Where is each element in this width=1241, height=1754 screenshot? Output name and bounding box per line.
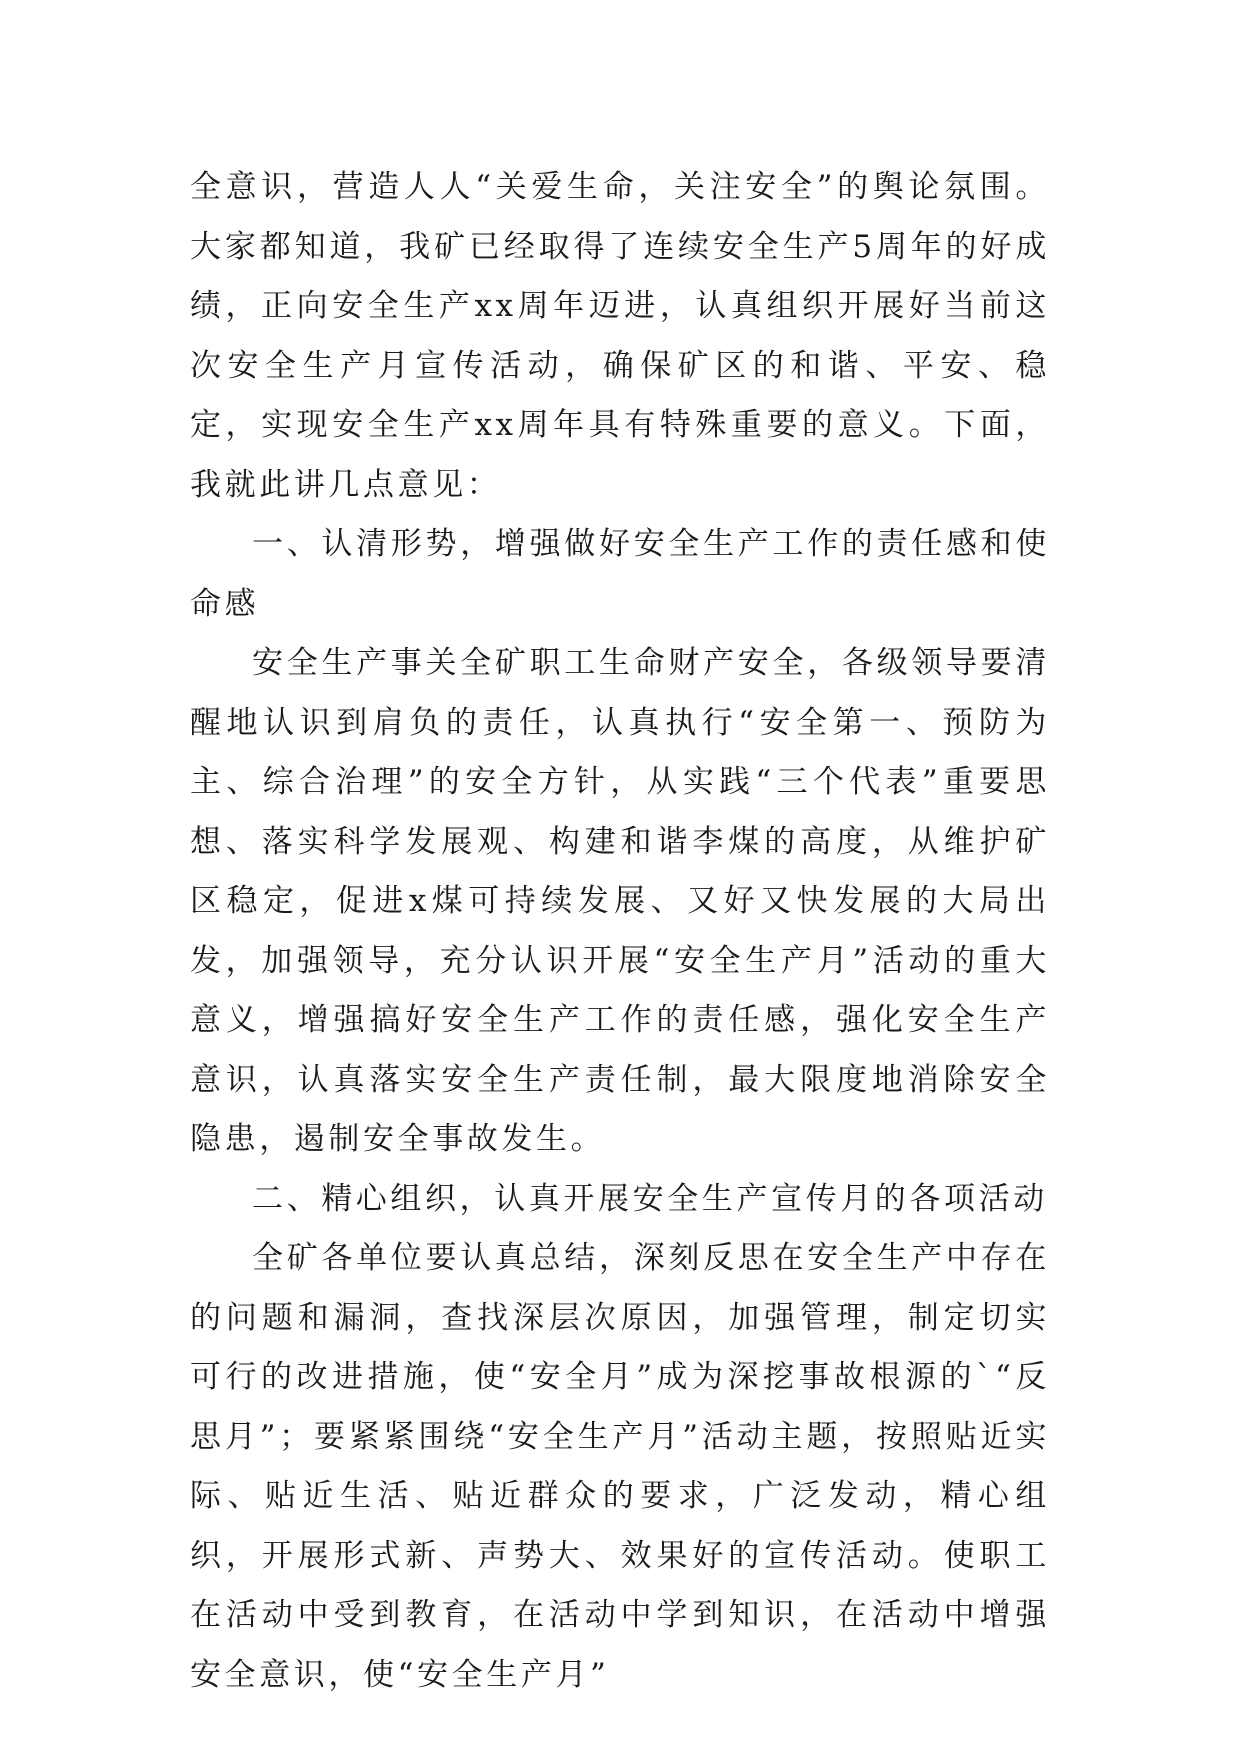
section-heading-1: 一、认清形势，增强做好安全生产工作的责任感和使命感 [190, 526, 1050, 622]
paragraph-section-2: 全矿各单位要认真总结，深刻反思在安全生产中存在的问题和漏洞，查找深层次原因，加强管理，制定切实可行的改进措施，使“安全月”成为深挖事故根源的`“反思月”；要紧紧围绕“安全生产月”活动主题，按照贴近实际、贴近生活、贴近群众的要求，广泛发动，精心组织，开展形式新、声势大、效果好的宣传活动。使职工在活动中受到教育，在活动中学到知识，在活动中增强安全意识，使“安全生产月” [190, 1240, 1050, 1693]
paragraph-intro: 全意识，营造人人“关爱生命，关注安全”的舆论氛围。大家都知道，我矿已经取得了连续安全生产5周年的好成绩，正向安全生产xx周年迈进，认真组织开展好当前这次安全生产月宣传活动，确保矿区的和谐、平安、稳定，实现安全生产xx周年具有特殊重要的意义。下面，我就此讲几点意见： [190, 169, 1050, 503]
paragraph-section-1: 安全生产事关全矿职工生命财产安全，各级领导要清醒地认识到肩负的责任，认真执行“安全第一、预防为主、综合治理”的安全方针，从实践“三个代表”重要思想、落实科学发展观、构建和谐李煤的高度，从维护矿区稳定，促进x煤可持续发展、又好又快发展的大局出发，加强领导，充分认识开展“安全生产月”活动的重大意义，增强搞好安全生产工作的责任感，强化安全生产意识，认真落实安全生产责任制，最大限度地消除安全隐患，遏制安全事故发生。 [190, 645, 1050, 1157]
document-body [190, 158, 1050, 1705]
section-heading-2: 二、精心组织，认真开展安全生产宣传月的各项活动 [252, 1180, 1048, 1217]
